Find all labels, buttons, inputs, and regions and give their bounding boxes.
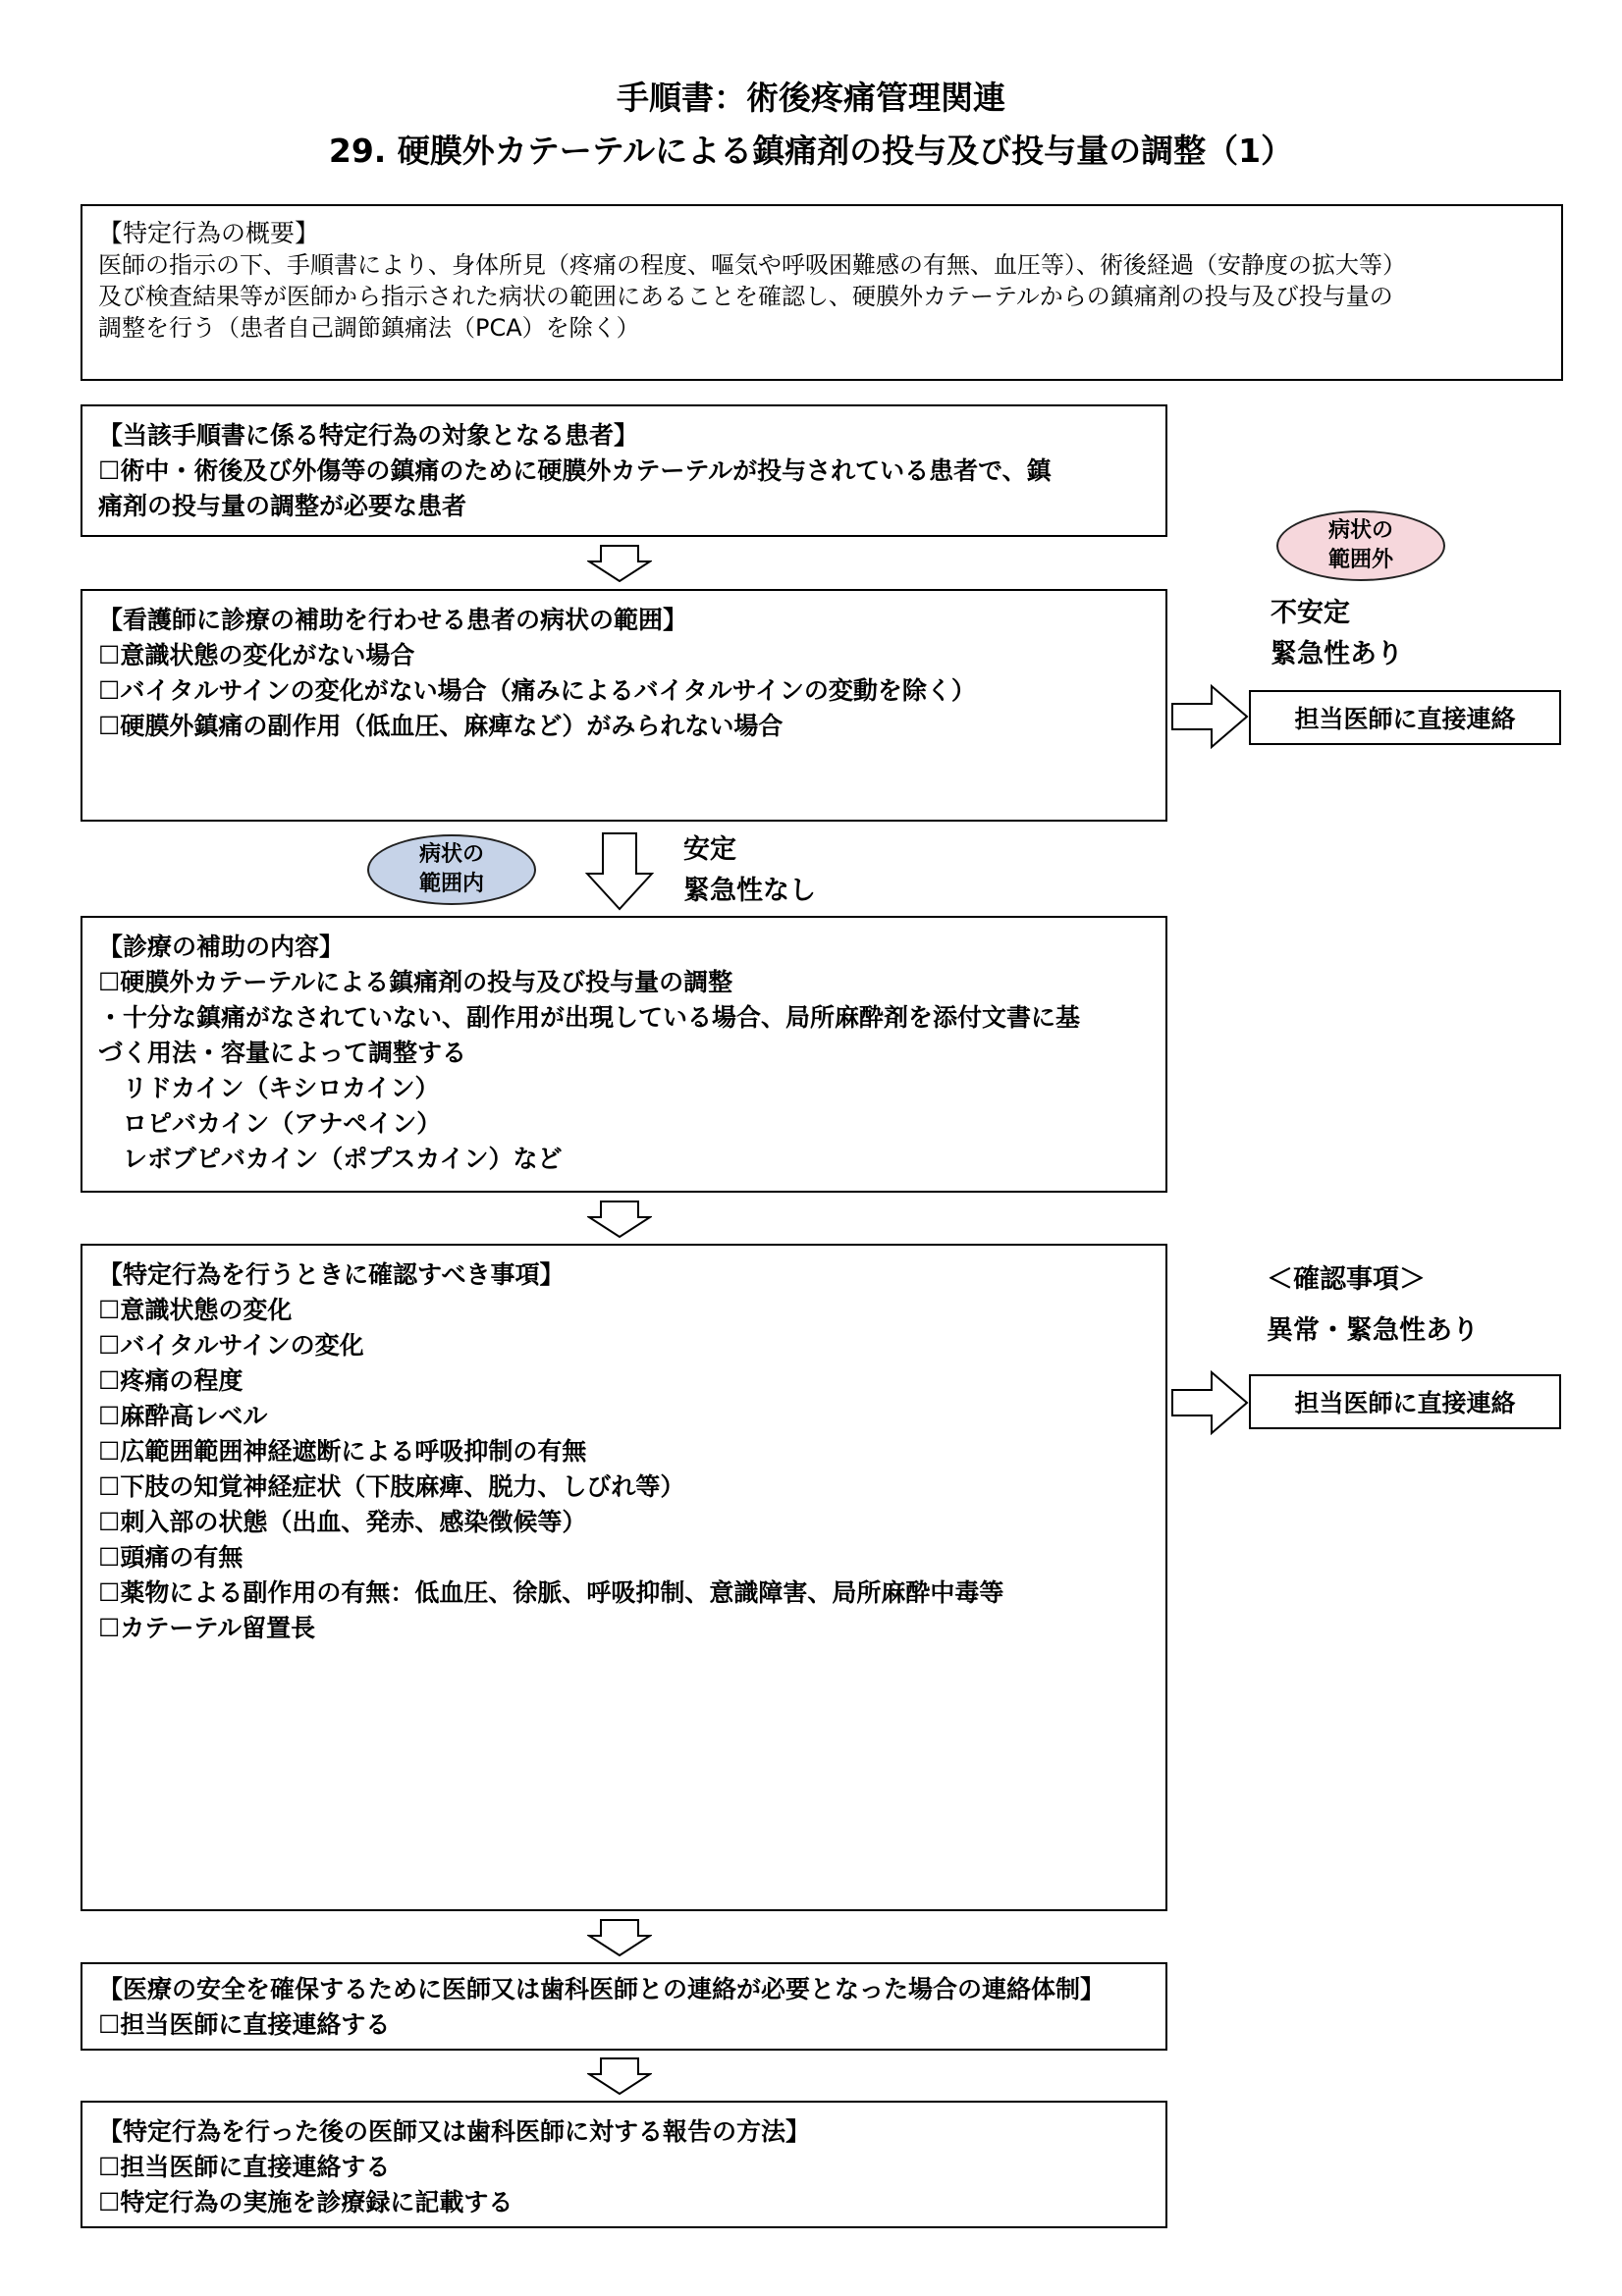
report-method-heading: 【特定行為を行った後の医師又は歯科医師に対する報告の方法】 bbox=[98, 2117, 811, 2146]
down-arrow-icon bbox=[587, 1201, 652, 1238]
check-item: ☐下肢の知覚神経症状（下肢麻痺、脱力、しびれ等） bbox=[98, 1472, 685, 1501]
target-patients-line: 痛剤の投与量の調整が必要な患者 bbox=[98, 492, 467, 520]
inside-range-oval-line: 病状の bbox=[418, 842, 484, 867]
right-arrow-icon bbox=[1170, 684, 1249, 749]
confirm-side-label bbox=[1267, 1255, 1479, 1357]
outside-range-oval-line: 範囲外 bbox=[1327, 548, 1393, 572]
check-item: ☐意識状態の変化 bbox=[98, 1296, 293, 1324]
assist-content-line: ・十分な鎮痛がなされていない、副作用が出現している場合、局所麻酔剤を添付文書に基 bbox=[98, 1003, 1081, 1032]
assist-content-line: づく用法・容量によって調整する bbox=[98, 1039, 467, 1067]
down-arrow-icon bbox=[587, 1919, 652, 1956]
check-item: ☐広範囲範囲神経遮断による呼吸抑制の有無 bbox=[98, 1437, 587, 1466]
condition-range-line: ☐硬膜外鎮痛の副作用（低血圧、麻痺など）がみられない場合 bbox=[98, 712, 784, 740]
check-item: ☐麻酔高レベル bbox=[98, 1402, 268, 1430]
overview-heading: 【特定行為の概要】 bbox=[98, 219, 320, 247]
check-item: ☐薬物による副作用の有無：低血圧、徐脈、呼吸抑制、意識障害、局所麻酔中毒等 bbox=[98, 1578, 1004, 1607]
target-patients-line: ☐術中・術後及び外傷等の鎮痛のために硬膜外カテーテルが投与されている患者で、鎮 bbox=[98, 456, 1052, 485]
confirm-items-label: ＜確認事項＞ bbox=[1267, 1264, 1426, 1295]
assist-content-box bbox=[81, 916, 1167, 1193]
overview-box bbox=[81, 204, 1563, 381]
stable-label: 安定 bbox=[683, 834, 736, 865]
down-arrow-icon bbox=[587, 545, 652, 582]
assist-content-line: ロピバカイン（アナペイン） bbox=[98, 1109, 442, 1138]
page-title: 手順書：術後疼痛管理関連 bbox=[617, 79, 1005, 117]
overview-line: 調整を行う（患者自己調節鎮痛法（PCA）を除く） bbox=[98, 314, 640, 342]
condition-range-line: ☐意識状態の変化がない場合 bbox=[98, 641, 415, 669]
target-patients-heading: 【当該手順書に係る特定行為の対象となる患者】 bbox=[98, 421, 639, 450]
contact-system-line: ☐担当医師に直接連絡する bbox=[98, 2010, 391, 2039]
assist-content-line: リドカイン（キシロカイン） bbox=[98, 1074, 440, 1102]
assist-content-line: ☐硬膜外カテーテルによる鎮痛剤の投与及び投与量の調整 bbox=[98, 968, 733, 996]
check-item: ☐バイタルサインの変化 bbox=[98, 1331, 364, 1360]
report-method-line: ☐特定行為の実施を診療録に記載する bbox=[98, 2188, 514, 2216]
inside-range-oval-line: 範囲内 bbox=[418, 872, 484, 896]
inside-range-oval bbox=[367, 834, 536, 905]
contact-doctor-box: 担当医師に直接連絡 bbox=[1249, 1374, 1561, 1429]
check-item: ☐疼痛の程度 bbox=[98, 1366, 243, 1395]
not-urgent-label: 緊急性なし bbox=[683, 876, 816, 906]
condition-range-heading: 【看護師に診療の補助を行わせる患者の病状の範囲】 bbox=[98, 606, 688, 634]
check-items-heading: 【特定行為を行うときに確認すべき事項】 bbox=[98, 1260, 565, 1289]
inside-range-label bbox=[683, 829, 816, 912]
check-item: ☐刺入部の状態（出血、発赤、感染徴候等） bbox=[98, 1508, 587, 1536]
check-items-box bbox=[81, 1244, 1167, 1911]
overview-line: 及び検査結果等が医師から指示された病状の範囲にあることを確認し、硬膜外カテーテルからの鎮痛剤の投与及び投与量の bbox=[98, 283, 1393, 310]
report-method-box bbox=[81, 2101, 1167, 2228]
outside-range-oval-line: 病状の bbox=[1327, 518, 1393, 543]
down-arrow-icon bbox=[585, 832, 654, 911]
outside-range-label bbox=[1271, 593, 1403, 675]
abnormal-urgent-label: 異常・緊急性あり bbox=[1267, 1315, 1479, 1346]
page-subtitle: 29. 硬膜外カテーテルによる鎮痛剤の投与及び投与量の調整（1） bbox=[328, 132, 1294, 170]
outside-range-oval bbox=[1276, 510, 1445, 581]
down-arrow-icon bbox=[587, 2057, 652, 2095]
condition-range-line: ☐バイタルサインの変化がない場合（痛みによるバイタルサインの変動を除く） bbox=[98, 676, 976, 705]
right-arrow-icon bbox=[1170, 1370, 1249, 1435]
report-method-line: ☐担当医師に直接連絡する bbox=[98, 2153, 391, 2181]
overview-line: 医師の指示の下、手順書により、身体所見（疼痛の程度、嘔気や呼吸困難感の有無、血圧等）、術後経過（安静度の拡大等） bbox=[98, 251, 1406, 279]
unstable-label: 不安定 bbox=[1271, 598, 1350, 628]
contact-system-box bbox=[81, 1962, 1167, 2051]
contact-system-heading: 【医療の安全を確保するために医師又は歯科医師との連絡が必要となった場合の連絡体制】 bbox=[98, 1975, 1106, 2003]
assist-content-heading: 【診療の補助の内容】 bbox=[98, 933, 345, 961]
condition-range-box bbox=[81, 589, 1167, 822]
target-patients-box bbox=[81, 404, 1167, 537]
check-item: ☐頭痛の有無 bbox=[98, 1543, 243, 1572]
urgent-label: 緊急性あり bbox=[1271, 639, 1403, 669]
check-item: ☐カテーテル留置長 bbox=[98, 1614, 316, 1642]
assist-content-line: レボブピバカイン（ポプスカイン）など bbox=[98, 1145, 563, 1173]
contact-doctor-box: 担当医師に直接連絡 bbox=[1249, 690, 1561, 745]
